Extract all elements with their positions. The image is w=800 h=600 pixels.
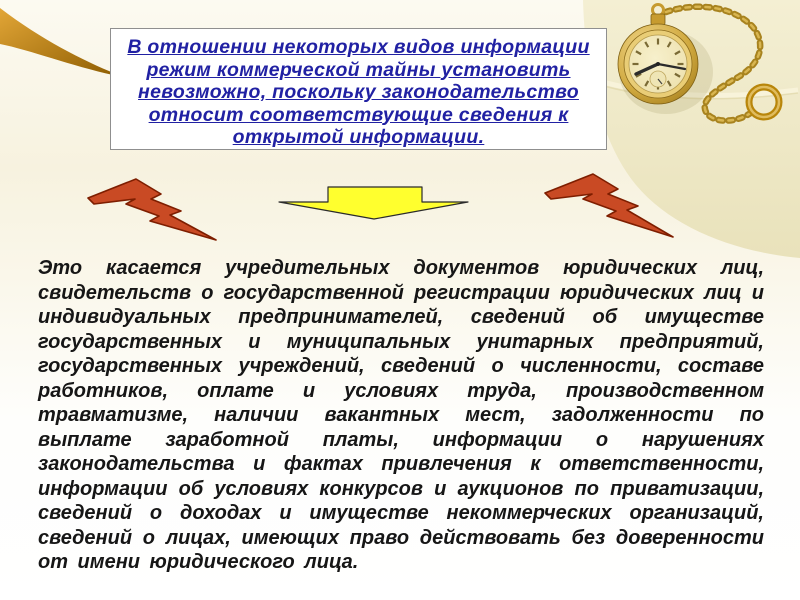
title-line: открытой информации. — [232, 126, 485, 148]
down-arrow — [279, 187, 468, 219]
title-line: режим коммерческой тайны установить — [146, 58, 571, 81]
title-box — [110, 28, 607, 150]
title-line: относит соответствующие сведения к — [148, 103, 569, 126]
down-arrow-icon — [279, 187, 468, 219]
swoosh-icon — [0, 8, 117, 75]
corner-swoosh — [0, 8, 117, 75]
watch-crown — [651, 14, 665, 25]
body-paragraph: Это касается учредительных документов юридических лиц, свидетельств о государственной регистрации юридических лиц и индивидуальных предпринимателей, сведений об имуществе государственных и муниципальных унитарных предприятий, государственных учреждений, сведений о численности, составе работников, оплате и условиях труда, производственном травматизме, наличии вакантных мест, задолженности по выплате заработной платы, информации о нарушениях законодательства и фактах привлечения к ответственности, информации об условиях конкурсов и аукционов по приватизации, сведений о доходах и имуществе некоммерческих организаций, сведений о лицах, имеющих право действовать без доверенности от имени юридического лица. — [38, 257, 764, 573]
lightning-bolt-left — [88, 179, 216, 240]
title-line: В отношении некоторых видов информации — [127, 36, 590, 58]
lightning-bolt-icon — [88, 179, 216, 240]
title-line: невозможно, поскольку законодательство — [138, 81, 579, 103]
